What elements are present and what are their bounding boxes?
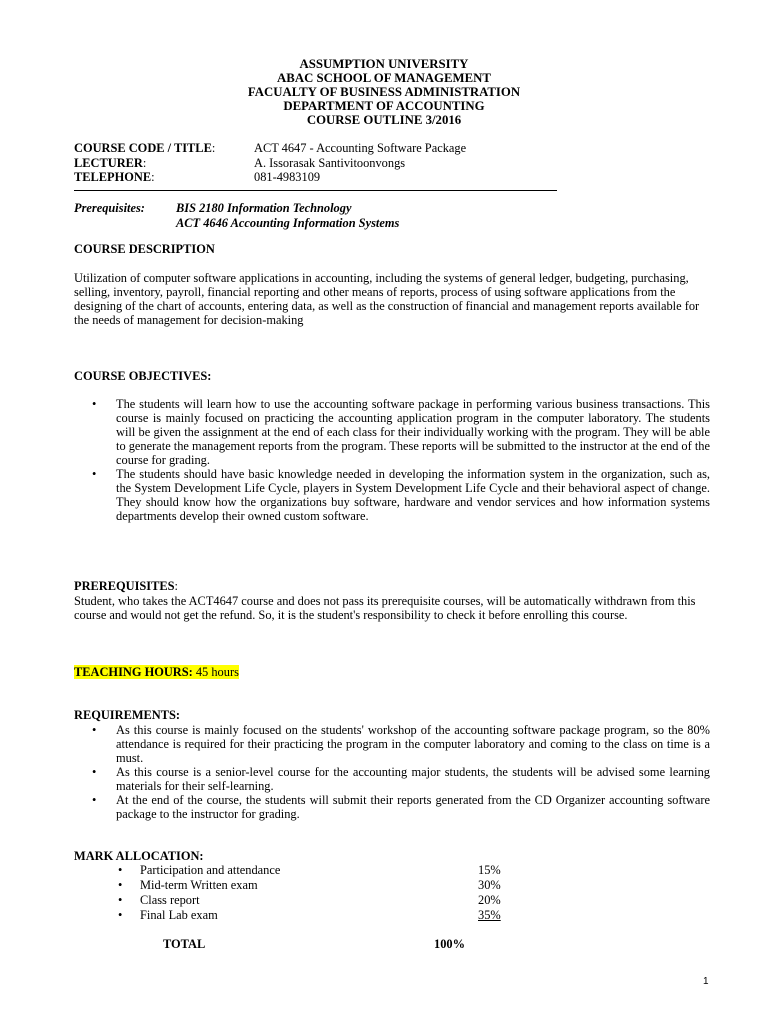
course-info: [74, 141, 634, 185]
prerequisites-heading: PREREQUISITES: [74, 579, 175, 593]
info-row-telephone: [74, 170, 634, 185]
faculty-name: FACUALTY OF BUSINESS ADMINISTRATION: [247, 85, 521, 99]
teaching-hours-value: 45 hours: [192, 665, 239, 679]
info-row-lecturer: [74, 156, 634, 171]
info-sep: :: [151, 170, 155, 184]
list-item: • The students should have basic knowledge needed in developing the information system in the organization, such as, the System Development Life Cycle, players in System Development Life Cycle and their behavioral aspect of change. They should know how the organizations buy software, hardware and vendor services and how information systems departments develop their owned custom software.: [74, 467, 710, 523]
table-row: • Participation and attendance 15%: [118, 863, 501, 877]
mark-percent: 35%: [478, 908, 501, 922]
info-label: COURSE CODE / TITLE: [74, 141, 212, 155]
mark-percent: 30%: [478, 878, 501, 892]
teaching-hours: [74, 665, 239, 679]
document-header: [0, 57, 768, 127]
info-sep: :: [211, 141, 216, 155]
mark-label: Class report: [140, 893, 200, 907]
requirements-list: [74, 723, 710, 821]
mark-percent: 20%: [478, 893, 501, 907]
list-item: • As this course is mainly focused on the students' workshop of the accounting software package program, so the 80% attendance is required for their practicing the program in the computer laboratory and coming to the class on time is a must.: [74, 723, 710, 765]
mark-label: Participation and attendance: [140, 863, 281, 877]
info-value: 081-4983109: [254, 170, 321, 184]
prerequisite-course: BIS 2180 Information Technology: [176, 201, 352, 215]
total-label: TOTAL: [163, 937, 206, 951]
prerequisites-label: Prerequisites:: [74, 201, 145, 215]
mark-percent: 15%: [478, 863, 501, 877]
table-row: • Class report 20%: [118, 893, 501, 907]
mark-label: Mid-term Written exam: [140, 878, 258, 892]
table-row: • Mid-term Written exam 30%: [118, 878, 501, 892]
prerequisites-text: Student, who takes the ACT4647 course and does not pass its prerequisite courses, will be automatically withdrawn from this course and would not get the refund. So, it is the student's responsibility to check it before enrolling this course.: [74, 594, 696, 622]
table-row: • Final Lab exam 35%: [118, 908, 501, 922]
teaching-hours-heading: TEACHING HOURS:: [74, 665, 193, 679]
info-label: LECTURER: [74, 155, 143, 170]
mark-allocation-heading: MARK ALLOCATION:: [74, 849, 204, 863]
prerequisites-section: [74, 579, 710, 593]
mark-total-row: [163, 937, 483, 951]
course-description-heading: COURSE DESCRIPTION: [74, 242, 215, 256]
list-item: • As this course is a senior-level course for the accounting major students, the students will be advised some learning materials for their self-learning.: [74, 765, 710, 793]
outline-title: COURSE OUTLINE 3/2016: [306, 113, 462, 127]
info-label: TELEPHONE: [74, 170, 152, 184]
total-percent: 100%: [434, 937, 465, 951]
mark-label: Final Lab exam: [140, 908, 218, 922]
course-objectives-heading: COURSE OBJECTIVES:: [74, 369, 212, 383]
info-value: ACT 4647 - Accounting Software Package: [254, 141, 467, 155]
university-name: ASSUMPTION UNIVERSITY: [299, 57, 469, 71]
info-row-course: [74, 141, 634, 156]
mark-allocation-table: [74, 863, 574, 923]
info-value: A. Issorasak Santivitoonvongs: [254, 155, 406, 170]
prerequisites-summary: [74, 201, 399, 230]
list-item: • The students will learn how to use the accounting software package in performing various business transactions. This course is mainly focused on practicing the accounting application program in the computer laboratory. The students will be given the assignment at the end of each class for their individually working with the program. They will be able to generate the management reports from the program. These reports will be submitted to the instructor at the end of the course for grading.: [74, 397, 710, 467]
school-name: ABAC SCHOOL OF MANAGEMENT: [277, 71, 491, 85]
course-objectives-list: [74, 397, 710, 523]
prerequisite-course: ACT 4646 Accounting Information Systems: [176, 215, 400, 230]
info-sep: :: [142, 155, 147, 170]
department-name: DEPARTMENT OF ACCOUNTING: [283, 99, 485, 113]
divider: [74, 190, 557, 191]
requirements-heading: REQUIREMENTS:: [74, 708, 181, 722]
prerequisites-colon: :: [174, 579, 178, 593]
course-description-text: Utilization of computer software applications in accounting, including the systems of general ledger, budgeting, purchasing, selling, inventory, payroll, financial reporting and other means of reports, process of using software applications from the designing of the chart of accounts, entering data, as well as the construction of financial and management reports available for the needs of management for decision-making: [74, 271, 700, 327]
page-number: 1: [703, 976, 709, 987]
list-item: • At the end of the course, the students will submit their reports generated from the CD Organizer accounting software package to the instructor for grading.: [74, 793, 710, 821]
